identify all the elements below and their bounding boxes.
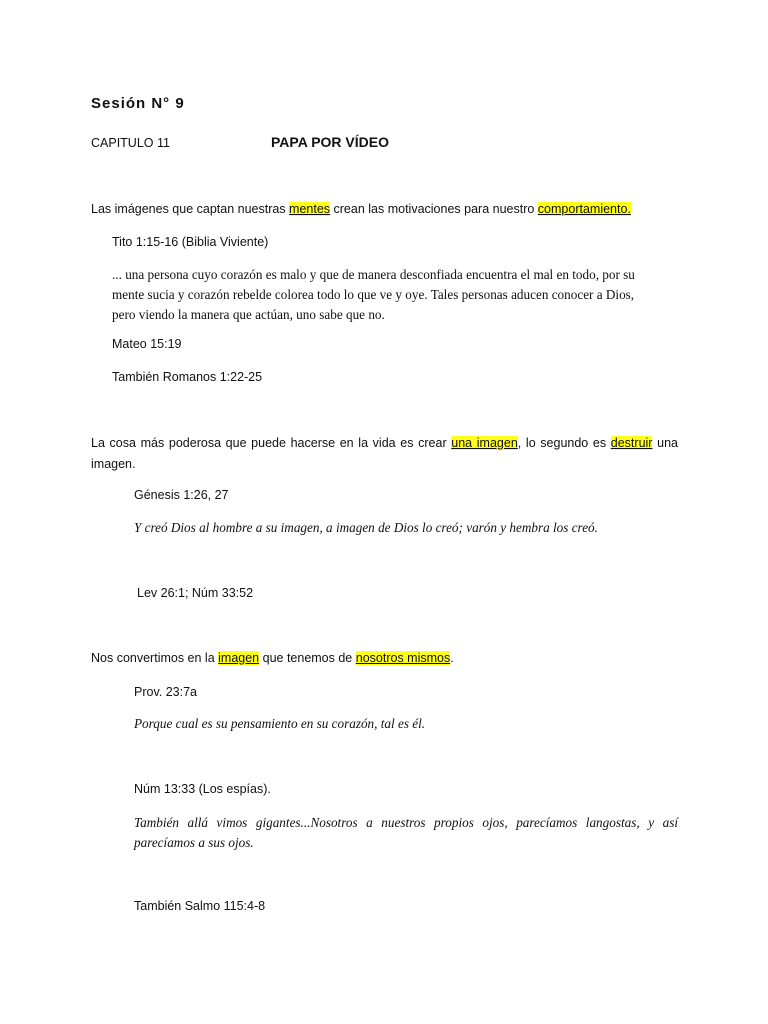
paragraph-text: Nos convertimos en la xyxy=(91,651,219,665)
paragraph-imagen xyxy=(91,433,678,475)
quote-line: También allá vimos gigantes...Nosotros a nuestros propios ojos, parecíamos langostas, y así xyxy=(134,815,678,830)
quote-prov: Porque cual es su pensamiento en su corazón, tal es él. xyxy=(134,716,426,731)
highlight-una-imagen: una imagen xyxy=(451,436,518,450)
reference-genesis: Génesis 1:26, 27 xyxy=(134,488,229,502)
reference-prov: Prov. 23:7a xyxy=(134,685,198,699)
reference-lev: Lev 26:1; Núm 33:52 xyxy=(137,586,254,600)
highlight-destruir: destruir xyxy=(610,436,653,450)
highlight-mentes: mentes xyxy=(289,202,331,216)
paragraph-line: imagen. xyxy=(91,457,136,471)
quote-line: pero viendo la manera que actúan, uno sabe que no. xyxy=(112,307,385,322)
reference-salmo: También Salmo 115:4-8 xyxy=(134,899,266,913)
paragraph-convertimos xyxy=(91,651,454,665)
quote-line: mente sucia y corazón rebelde colorea todo lo que ve y oye. Tales personas aducen conocer a Dios, xyxy=(112,287,635,302)
paragraph-text: una xyxy=(652,436,678,450)
chapter-label: CAPITULO 11 xyxy=(91,136,170,150)
paragraph-text: La cosa más poderosa que puede hacerse en la vida es crear xyxy=(91,436,452,450)
reference-romanos: También Romanos 1:22-25 xyxy=(112,370,263,384)
chapter-title: PAPA POR VÍDEO xyxy=(271,134,389,150)
paragraph-text: que tenemos de xyxy=(259,651,356,665)
paragraph-line xyxy=(91,433,678,454)
highlight-imagen: imagen xyxy=(218,651,260,665)
paragraph-text: Las imágenes que captan nuestras xyxy=(91,202,290,216)
paragraph-text: crean las motivaciones para nuestro xyxy=(330,202,538,216)
reference-tito: Tito 1:15-16 (Biblia Viviente) xyxy=(112,235,269,249)
quote-line: parecíamos a sus ojos. xyxy=(134,835,254,850)
highlight-comportamiento: comportamiento. xyxy=(537,202,631,216)
reference-num: Núm 13:33 (Los espías). xyxy=(134,782,271,796)
highlight-nosotros-mismos: nosotros mismos xyxy=(355,651,451,665)
intro-paragraph xyxy=(91,202,631,216)
reference-mateo: Mateo 15:19 xyxy=(112,337,182,351)
quote-num xyxy=(134,813,678,853)
quote-tito xyxy=(112,265,672,325)
session-title: Sesión N° 9 xyxy=(91,95,185,112)
paragraph-text: . xyxy=(450,651,454,665)
quote-genesis: Y creó Dios al hombre a su imagen, a imagen de Dios lo creó; varón y hembra los creó. xyxy=(134,520,598,535)
quote-line: ... una persona cuyo corazón es malo y que de manera desconfiada encuentra el mal en todo, por su xyxy=(112,267,635,282)
paragraph-text: , lo segundo es xyxy=(517,436,611,450)
